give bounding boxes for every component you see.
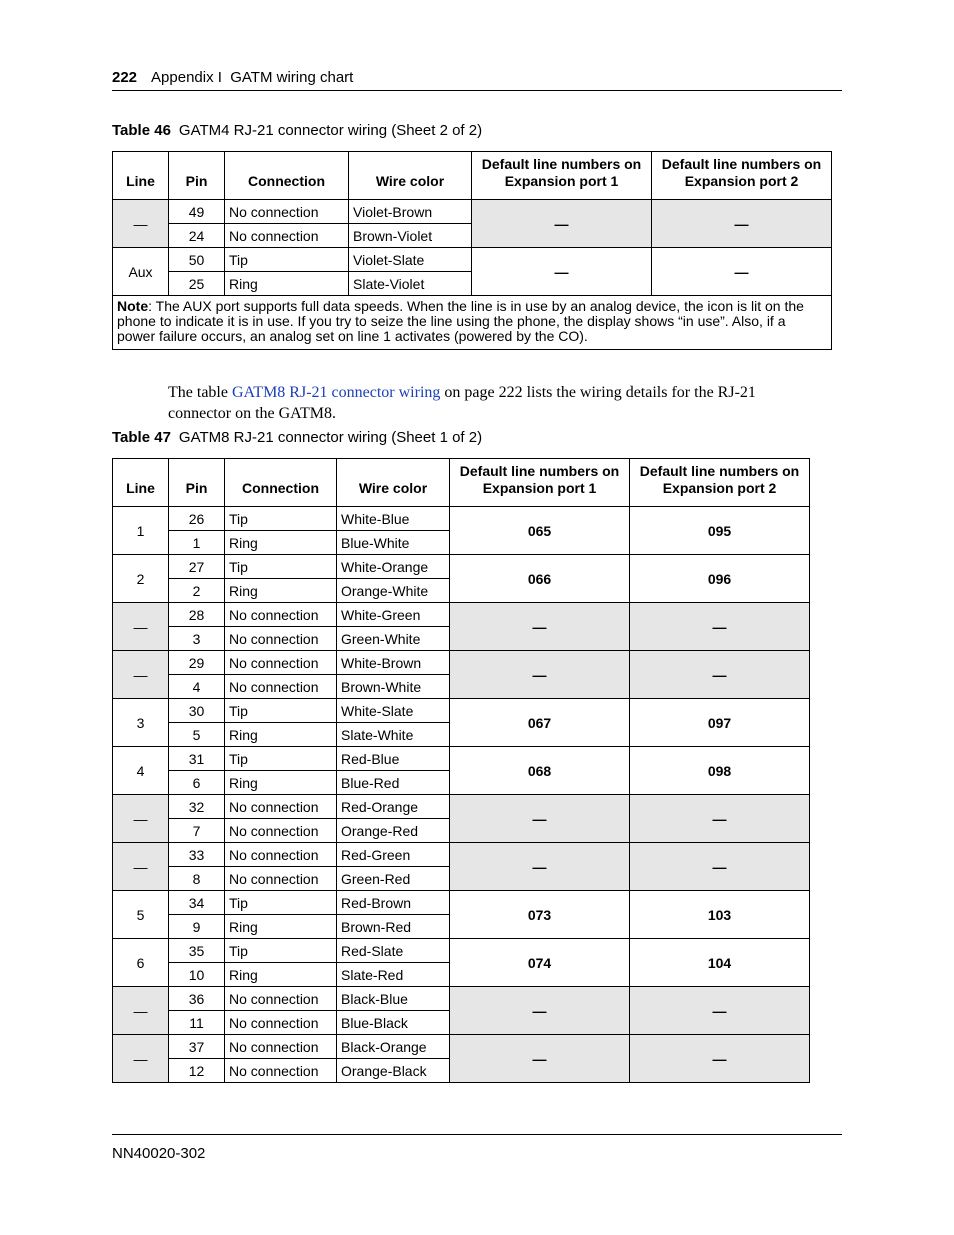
connection-cell: Tip — [225, 507, 337, 531]
connection-cell: Ring — [225, 579, 337, 603]
wire-color-cell: Red-Orange — [337, 795, 450, 819]
header-title: Appendix I GATM wiring chart — [151, 69, 354, 86]
col-header-connection: Connection — [225, 459, 337, 507]
wire-color-cell: Green-White — [337, 627, 450, 651]
paragraph-after: on page 222 lists the wiring details for the RJ-21 connector on the GATM8. — [168, 384, 756, 422]
footer-doc-number: NN40020-302 — [112, 1145, 206, 1162]
wire-color-cell: Violet-Slate — [349, 248, 472, 272]
connection-cell: No connection — [225, 224, 349, 248]
col-header-line: Line — [113, 459, 169, 507]
page-number: 222 — [112, 69, 138, 86]
port2-cell: — — [630, 651, 810, 699]
line-cell: — — [113, 1035, 169, 1083]
note-text: : The AUX port supports full data speeds. When the line is in use by an analog device, the icon is lit on the phone to indicate it is in use. If you try to seize the line using the phone, the display shows “in use”. Also, if a power failure occurs, an analog set on line 1 activates (powered by the CO). — [117, 298, 804, 344]
port1-cell: 067 — [450, 699, 630, 747]
port2-cell: 104 — [630, 939, 810, 987]
connection-cell: No connection — [225, 1011, 337, 1035]
pin-cell: 11 — [169, 1011, 225, 1035]
pin-cell: 24 — [169, 224, 225, 248]
wire-color-cell: Slate-White — [337, 723, 450, 747]
port2-cell: — — [630, 603, 810, 651]
line-cell: — — [113, 603, 169, 651]
connection-cell: Ring — [225, 915, 337, 939]
pin-cell: 36 — [169, 987, 225, 1011]
wire-color-cell: Green-Red — [337, 867, 450, 891]
note-label: Note — [117, 298, 149, 314]
port1-cell: 068 — [450, 747, 630, 795]
connection-cell: Tip — [225, 699, 337, 723]
port1-cell: 073 — [450, 891, 630, 939]
port2-cell: — — [652, 200, 832, 248]
connection-cell: Tip — [225, 248, 349, 272]
port1-cell: — — [450, 651, 630, 699]
connection-cell: Tip — [225, 891, 337, 915]
table46-caption — [112, 122, 482, 139]
wire-color-cell: White-Green — [337, 603, 450, 627]
table-row — [113, 507, 810, 531]
port1-cell: — — [472, 200, 652, 248]
pin-cell: 6 — [169, 771, 225, 795]
pin-cell: 29 — [169, 651, 225, 675]
table47-link[interactable]: GATM8 RJ-21 connector wiring — [231, 384, 441, 401]
pin-cell: 35 — [169, 939, 225, 963]
connection-cell: No connection — [225, 819, 337, 843]
table-row — [113, 555, 810, 579]
pin-cell: 30 — [169, 699, 225, 723]
port2-cell: 095 — [630, 507, 810, 555]
connection-cell: Tip — [225, 939, 337, 963]
table-row — [113, 795, 810, 819]
table47-title: GATM8 RJ-21 connector wiring (Sheet 1 of 2) — [178, 429, 483, 446]
wire-color-cell: White-Blue — [337, 507, 450, 531]
line-cell: 2 — [113, 555, 169, 603]
pin-cell: 5 — [169, 723, 225, 747]
wire-color-cell: White-Slate — [337, 699, 450, 723]
line-cell: 6 — [113, 939, 169, 987]
port2-cell: — — [652, 248, 832, 296]
pin-cell: 26 — [169, 507, 225, 531]
port2-cell: — — [630, 795, 810, 843]
line-cell: — — [113, 795, 169, 843]
pin-cell: 12 — [169, 1059, 225, 1083]
port2-cell: — — [630, 987, 810, 1035]
connection-cell: No connection — [225, 200, 349, 224]
connection-cell: No connection — [225, 1059, 337, 1083]
table-row — [113, 699, 810, 723]
paragraph-before: The table — [168, 384, 232, 401]
wire-color-cell: Red-Brown — [337, 891, 450, 915]
connection-cell: Ring — [225, 272, 349, 296]
port1-cell: 074 — [450, 939, 630, 987]
port2-cell: 103 — [630, 891, 810, 939]
connection-cell: Ring — [225, 963, 337, 987]
table46-header-row — [113, 152, 832, 200]
port2-cell: — — [630, 843, 810, 891]
table47 — [112, 458, 810, 1083]
wire-color-cell: Red-Slate — [337, 939, 450, 963]
pin-cell: 33 — [169, 843, 225, 867]
port2-cell: 097 — [630, 699, 810, 747]
wire-color-cell: Violet-Brown — [349, 200, 472, 224]
col-header-port2: Default line numbers on Expansion port 2 — [652, 152, 832, 200]
col-header-wire-color: Wire color — [337, 459, 450, 507]
pin-cell: 34 — [169, 891, 225, 915]
col-header-port1: Default line numbers on Expansion port 1 — [472, 152, 652, 200]
line-cell: — — [113, 651, 169, 699]
connection-cell: No connection — [225, 651, 337, 675]
line-cell: — — [113, 843, 169, 891]
col-header-connection: Connection — [225, 152, 349, 200]
pin-cell: 4 — [169, 675, 225, 699]
connection-cell: Tip — [225, 747, 337, 771]
port1-cell: — — [450, 603, 630, 651]
connection-cell: No connection — [225, 603, 337, 627]
pin-cell: 10 — [169, 963, 225, 987]
wire-color-cell: Orange-Red — [337, 819, 450, 843]
table46-note-row — [113, 296, 832, 350]
pin-cell: 25 — [169, 272, 225, 296]
table-row — [113, 939, 810, 963]
table-row — [113, 248, 832, 272]
table-row — [113, 747, 810, 771]
connection-cell: Tip — [225, 555, 337, 579]
col-header-wire-color: Wire color — [349, 152, 472, 200]
port2-cell: — — [630, 1035, 810, 1083]
port1-cell: — — [450, 987, 630, 1035]
table-row — [113, 843, 810, 867]
port1-cell: — — [450, 1035, 630, 1083]
wire-color-cell: Slate-Red — [337, 963, 450, 987]
connection-cell: Ring — [225, 723, 337, 747]
col-header-port1: Default line numbers on Expansion port 1 — [450, 459, 630, 507]
line-cell: — — [113, 987, 169, 1035]
connection-cell: No connection — [225, 795, 337, 819]
connection-cell: No connection — [225, 843, 337, 867]
pin-cell: 2 — [169, 579, 225, 603]
wire-color-cell: Black-Blue — [337, 987, 450, 1011]
line-cell: 5 — [113, 891, 169, 939]
table47-header-row — [113, 459, 810, 507]
table-row — [113, 1035, 810, 1059]
connection-cell: No connection — [225, 987, 337, 1011]
table-row — [113, 987, 810, 1011]
footer-rule — [112, 1134, 842, 1135]
wire-color-cell: Orange-Black — [337, 1059, 450, 1083]
port1-cell: — — [472, 248, 652, 296]
table-row — [113, 603, 810, 627]
table-row — [113, 651, 810, 675]
connection-cell: No connection — [225, 1035, 337, 1059]
wire-color-cell: White-Brown — [337, 651, 450, 675]
table46-title: GATM4 RJ-21 connector wiring (Sheet 2 of 2) — [178, 122, 483, 139]
wire-color-cell: Brown-Red — [337, 915, 450, 939]
col-header-line: Line — [113, 152, 169, 200]
pin-cell: 28 — [169, 603, 225, 627]
line-cell: 1 — [113, 507, 169, 555]
connection-cell: No connection — [225, 627, 337, 651]
pin-cell: 49 — [169, 200, 225, 224]
pin-cell: 9 — [169, 915, 225, 939]
line-cell: Aux — [113, 248, 169, 296]
port1-cell: — — [450, 843, 630, 891]
line-cell: 3 — [113, 699, 169, 747]
port1-cell: 065 — [450, 507, 630, 555]
wire-color-cell: Blue-Black — [337, 1011, 450, 1035]
wire-color-cell: Red-Blue — [337, 747, 450, 771]
pin-cell: 50 — [169, 248, 225, 272]
pin-cell: 27 — [169, 555, 225, 579]
wire-color-cell: Brown-White — [337, 675, 450, 699]
pin-cell: 3 — [169, 627, 225, 651]
wire-color-cell: Slate-Violet — [349, 272, 472, 296]
wire-color-cell: Blue-White — [337, 531, 450, 555]
pin-cell: 7 — [169, 819, 225, 843]
pin-cell: 37 — [169, 1035, 225, 1059]
pin-cell: 31 — [169, 747, 225, 771]
port1-cell: 066 — [450, 555, 630, 603]
table47-caption — [112, 429, 482, 446]
wire-color-cell: Red-Green — [337, 843, 450, 867]
wire-color-cell: Black-Orange — [337, 1035, 450, 1059]
col-header-port2: Default line numbers on Expansion port 2 — [630, 459, 810, 507]
table-row — [113, 891, 810, 915]
pin-cell: 32 — [169, 795, 225, 819]
line-cell: 4 — [113, 747, 169, 795]
line-cell: — — [113, 200, 169, 248]
wire-color-cell: White-Orange — [337, 555, 450, 579]
connection-cell: Ring — [225, 771, 337, 795]
page-header — [112, 69, 842, 91]
col-header-pin: Pin — [169, 152, 225, 200]
port2-cell: 098 — [630, 747, 810, 795]
connection-cell: No connection — [225, 867, 337, 891]
pin-cell: 1 — [169, 531, 225, 555]
wire-color-cell: Brown-Violet — [349, 224, 472, 248]
connection-cell: Ring — [225, 531, 337, 555]
intro-paragraph — [168, 382, 818, 424]
port1-cell: — — [450, 795, 630, 843]
table46-note — [113, 296, 832, 350]
wire-color-cell: Blue-Red — [337, 771, 450, 795]
table46-number: Table 46 — [112, 122, 171, 139]
table46 — [112, 151, 832, 350]
wire-color-cell: Orange-White — [337, 579, 450, 603]
col-header-pin: Pin — [169, 459, 225, 507]
table47-number: Table 47 — [112, 429, 171, 446]
table-row — [113, 200, 832, 224]
connection-cell: No connection — [225, 675, 337, 699]
pin-cell: 8 — [169, 867, 225, 891]
port2-cell: 096 — [630, 555, 810, 603]
